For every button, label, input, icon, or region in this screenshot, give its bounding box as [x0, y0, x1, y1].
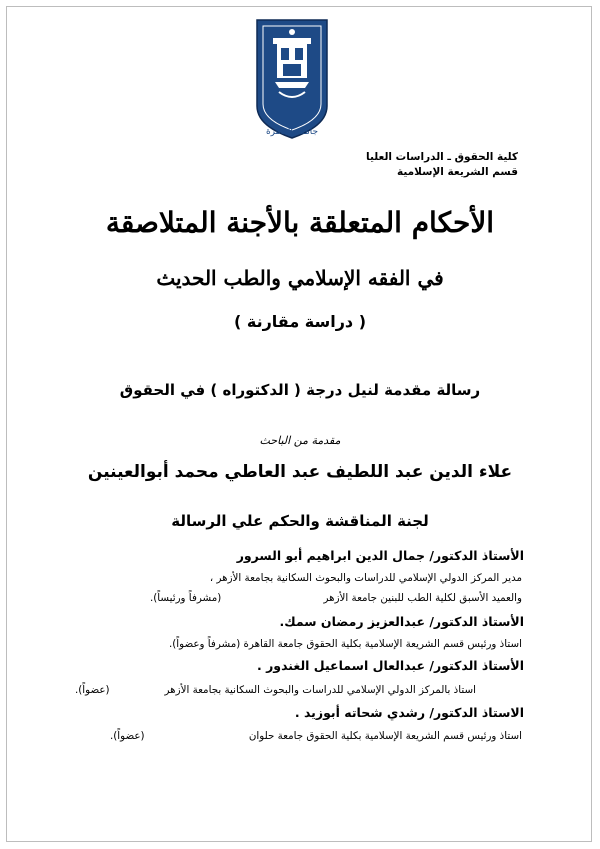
committee-member-1-line-1: مدير المركز الدولي الإسلامي للدراسات والبحوث السكانية بجامعة الأزهر ، [209, 572, 522, 584]
committee-member-3-name: الأستاذ الدكتور/ عبدالعال اسماعيل الغندور . [257, 658, 524, 673]
committee-member-4-line-1: استاذ ورئيس قسم الشريعة الإسلامية بكلية الحقوق جامعة حلوان [248, 730, 522, 742]
committee-member-2-line-1: استاذ ورئيس قسم الشريعة الإسلامية بكلية الحقوق جامعة القاهرة (مشرفاً وعضواً). [168, 638, 522, 650]
faculty-header [366, 150, 518, 180]
committee-heading: لجنة المناقشة والحكم علي الرسالة [171, 512, 429, 530]
logo-label: جامعة القاهرة [265, 127, 319, 137]
study-type: ( دراسة مقارنة ) [233, 312, 367, 331]
committee-member-3-line-1: استاذ بالمركز الدولي الإسلامي للدراسات والبحوث السكانية بجامعة الأزهر [164, 684, 476, 696]
committee-member-1-role: (مشرفاً ورئيساً). [150, 592, 222, 604]
committee-member-3-role: (عضواً). [75, 684, 110, 696]
thesis-subtitle: في الفقه الإسلامي والطب الحديث [156, 266, 444, 290]
committee-member-2-name: الأستاذ الدكتور/ عبدالعزيز رمضان سمك. [279, 614, 524, 629]
committee-member-1-name: الأستاذ الدكتور/ جمال الدين ابراهيم أبو السرور [236, 548, 524, 563]
committee-member-1-line-2: والعميد الأسبق لكلية الطب للبنين جامعة الأزهر [323, 592, 522, 604]
author-name: علاء الدين عبد اللطيف عبد العاطي محمد أبوالعينين [87, 462, 513, 482]
thesis-degree-line: رسالة مقدمة لنيل درجة ( الدكتوراه ) في الحقوق [119, 381, 481, 399]
faculty-line-2: قسم الشريعة الإسلامية [397, 166, 518, 178]
thesis-title: الأحكام المتعلقة بالأجنة المتلاصقة [105, 206, 495, 239]
presented-by: مقدمة من الباحث [259, 434, 341, 447]
committee-member-4-role: (عضواً). [110, 730, 145, 742]
faculty-line-1: كلية الحقوق ـ الدراسات العليا [366, 151, 518, 163]
committee-member-4-name: الاستاذ الدكتور/ رشدي شحاته أبوزيد . [294, 705, 524, 720]
